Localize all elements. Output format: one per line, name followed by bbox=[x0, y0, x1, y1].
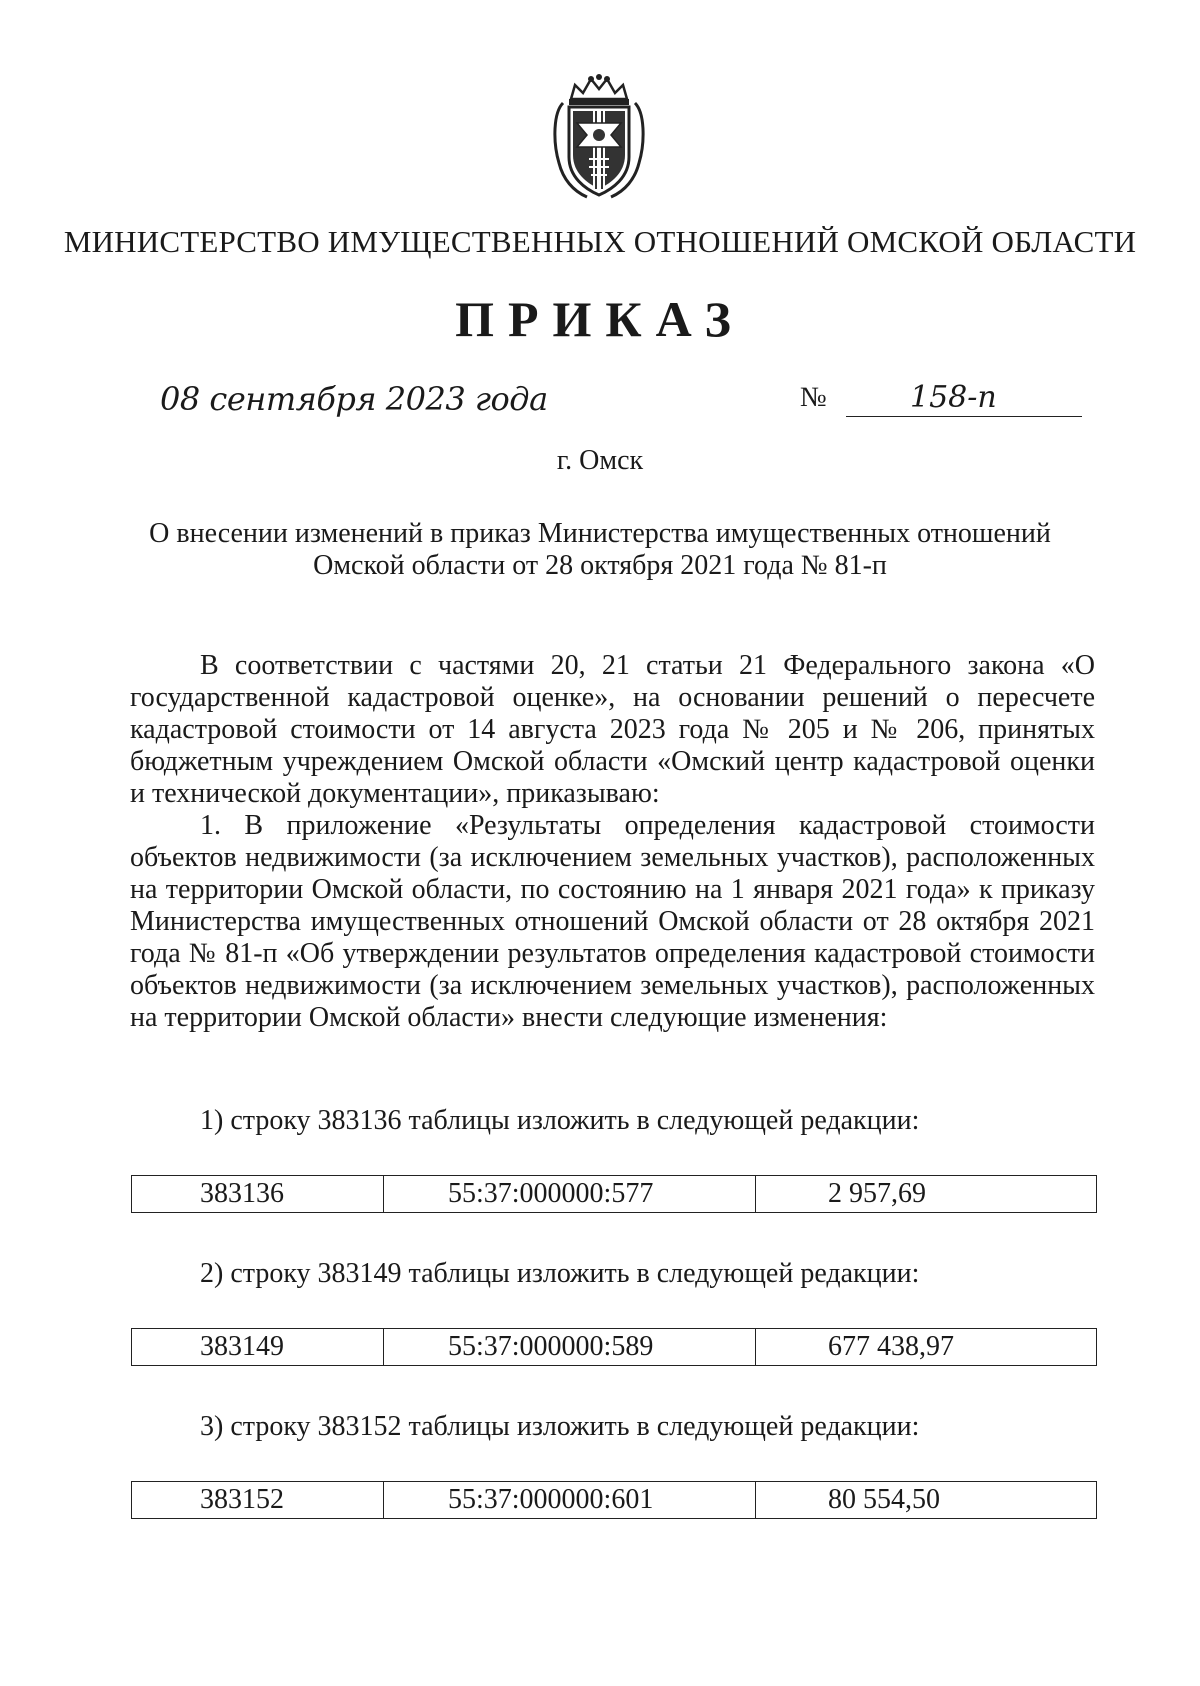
cadastral-value-cell: 80 554,50 bbox=[828, 1484, 940, 1515]
order-number-handwritten: 158-п bbox=[910, 380, 997, 415]
cadastral-value-cell: 2 957,69 bbox=[828, 1178, 926, 1209]
table-row bbox=[131, 1175, 1097, 1213]
change-item-3: 3) строку 383152 таблицы изложить в следующей редакции: bbox=[200, 1411, 920, 1442]
order-number bbox=[800, 380, 1082, 420]
cadastral-number-cell: 55:37:000000:589 bbox=[384, 1329, 756, 1365]
paragraph-preamble: В соответствии с частями 20, 21 статьи 21 Федерального закона «О государственной кадастровой оценке», на основании решений о пересчете кадастровой стоимости от 14 августа 2023 года № 205 и № 206, принятых бюджетным учреждением Омской области «Омский центр кадастровой оценки и технической документации», приказываю: bbox=[130, 650, 1095, 809]
cadastral-number-cell: 55:37:000000:601 bbox=[384, 1482, 756, 1518]
table-row bbox=[131, 1328, 1097, 1366]
row-number-cell: 383152 bbox=[132, 1482, 384, 1518]
row-number-cell: 383149 bbox=[132, 1329, 384, 1365]
change-item-1: 1) строку 383136 таблицы изложить в следующей редакции: bbox=[200, 1105, 920, 1136]
coat-of-arms-icon bbox=[549, 73, 649, 201]
paragraph-item-1: 1. В приложение «Результаты определения кадастровой стоимости объектов недвижимости (за исключением земельных участков), расположенных на территории Омской области, по состоянию на 1 января 2021 года» к приказу Министерства имущественных отношений Омской области от 28 октября 2021 года № 81-п «Об утверждении результатов определения кадастровой стоимости объектов недвижимости (за исключением земельных участков), расположенных на территории Омской области» внести следующие изменения: bbox=[130, 810, 1095, 1033]
subject-line-2: Омской области от 28 октября 2021 года № 81-п bbox=[313, 550, 887, 581]
change-item-2: 2) строку 383149 таблицы изложить в следующей редакции: bbox=[200, 1258, 920, 1289]
order-body bbox=[130, 650, 1095, 1034]
order-subject bbox=[120, 518, 1080, 582]
cadastral-number-cell: 55:37:000000:577 bbox=[384, 1176, 756, 1212]
number-underline bbox=[846, 416, 1082, 417]
ministry-name: МИНИСТЕРСТВО ИМУЩЕСТВЕННЫХ ОТНОШЕНИЙ ОМСКОЙ ОБЛАСТИ bbox=[63, 224, 1137, 259]
order-date-handwritten: 08 сентября 2023 года bbox=[160, 380, 548, 418]
subject-line-1: О внесении изменений в приказ Министерства имущественных отношений bbox=[149, 518, 1051, 549]
row-number-cell: 383136 bbox=[132, 1176, 384, 1212]
city: г. Омск bbox=[556, 445, 644, 476]
document-title: ПРИКАЗ bbox=[455, 291, 745, 347]
number-label: № bbox=[800, 382, 827, 413]
cadastral-value-cell: 677 438,97 bbox=[828, 1331, 954, 1362]
table-row bbox=[131, 1481, 1097, 1519]
